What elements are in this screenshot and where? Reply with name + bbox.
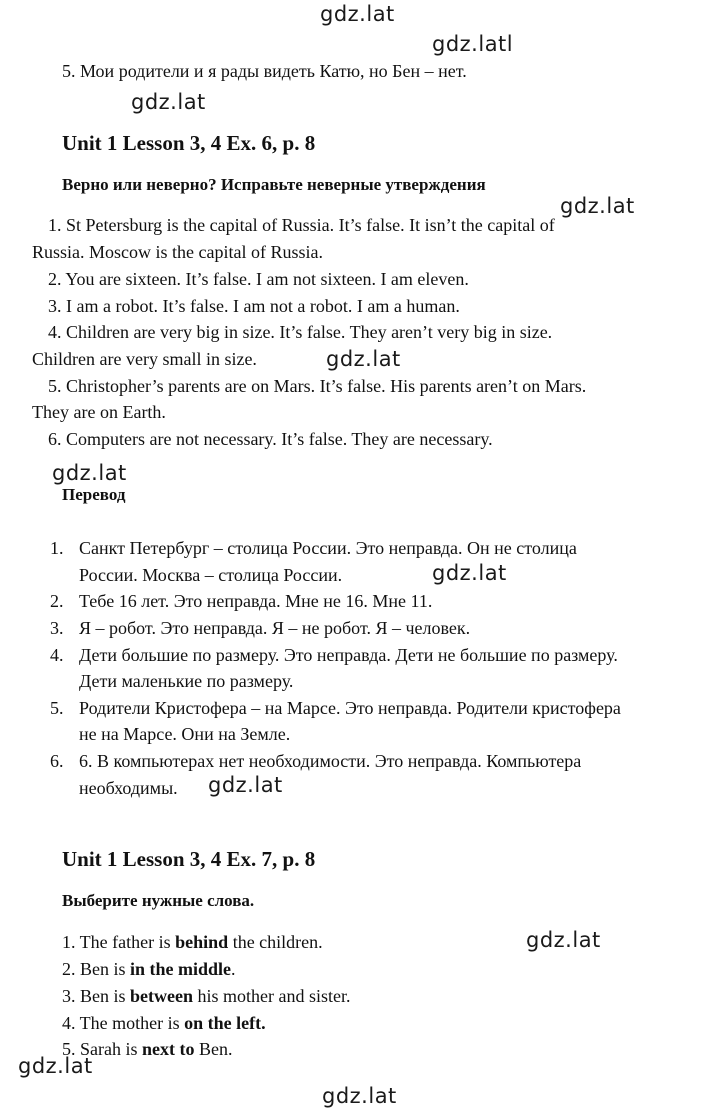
translation-number: 5.: [50, 698, 64, 718]
answer-line: 2. You are sixteen. It’s false. I am not sixteen. I am eleven.: [48, 269, 469, 289]
section-heading: Unit 1 Lesson 3, 4 Ex. 7, p. 8: [62, 847, 316, 871]
translation-line: Я – робот. Это неправда. Я – не робот. Я – человек.: [79, 618, 471, 638]
answer-line: They are on Earth.: [32, 402, 166, 422]
item-text: 2. Ben is: [62, 959, 131, 979]
translation-line: необходимы.: [79, 778, 178, 798]
answer-line: 1. St Petersburg is the capital of Russia. It’s false. It isn’t the capital of: [48, 215, 555, 235]
translation-line: Тебе 16 лет. Это неправда. Мне не 16. Мне 11.: [79, 591, 433, 611]
answer-line: Children are very small in size.: [32, 349, 257, 369]
watermark: gdz.lat: [560, 194, 635, 218]
watermark: gdz.lat: [131, 90, 206, 114]
translation-line: Дети большие по размеру. Это неправда. Дети не большие по размеру.: [79, 645, 618, 665]
list-item: [62, 932, 323, 953]
answer-line: 5. Christopher’s parents are on Mars. It’s false. His parents aren’t on Mars.: [48, 376, 587, 396]
watermark: gdz.lat: [52, 461, 127, 485]
answer-word: on the left.: [184, 1013, 266, 1033]
watermark: gdz.lat: [432, 561, 507, 585]
translation-number: 1.: [50, 538, 64, 558]
translation-number: 4.: [50, 645, 64, 665]
item-text: 1. The father is: [62, 932, 176, 952]
watermark: gdz.lat: [18, 1054, 93, 1078]
section-heading: Unit 1 Lesson 3, 4 Ex. 6, p. 8: [62, 131, 316, 155]
translation-line: России. Москва – столица России.: [79, 565, 343, 585]
list-item: [62, 1013, 266, 1034]
item-text: 4. The mother is: [62, 1013, 185, 1033]
list-item: [62, 1039, 233, 1060]
answer-line: 6. Computers are not necessary. It’s false. They are necessary.: [48, 429, 493, 449]
translation-number: 2.: [50, 591, 64, 611]
translation-line: Дети маленькие по размеру.: [79, 671, 294, 691]
instruction: Верно или неверно? Исправьте неверные утверждения: [62, 175, 486, 194]
watermark: gdz.lat: [320, 2, 395, 26]
list-item: 5. Мои родители и я рады видеть Катю, но Бен – нет.: [62, 61, 467, 81]
watermark: gdz.lat: [326, 347, 401, 371]
answer-line: 3. I am a robot. It’s false. I am not a robot. I am a human.: [48, 296, 460, 316]
translation-heading: Перевод: [62, 485, 126, 504]
translation-number: 6.: [50, 751, 64, 771]
translation-line: 6. В компьютерах нет необходимости. Это неправда. Компьютера: [79, 751, 582, 771]
instruction: Выберите нужные слова.: [62, 891, 255, 910]
watermark: gdz.lat: [526, 928, 601, 952]
watermark: gdz.lat: [322, 1084, 397, 1108]
item-text: .: [231, 959, 236, 979]
item-text: his mother and sister.: [193, 986, 351, 1006]
translation-line: Санкт Петербург – столица России. Это неправда. Он не столица: [79, 538, 577, 558]
answer-word: behind: [175, 932, 229, 952]
answer-word: in the middle: [130, 959, 232, 979]
list-item: [62, 959, 236, 980]
translation-line: не на Марсе. Они на Земле.: [79, 724, 291, 744]
translation-number: 3.: [50, 618, 64, 638]
answer-line: Russia. Moscow is the capital of Russia.: [32, 242, 323, 262]
item-text: 3. Ben is: [62, 986, 131, 1006]
answer-word: next to: [142, 1039, 195, 1059]
list-item: [62, 986, 350, 1007]
item-text: Ben.: [194, 1039, 233, 1059]
watermark: gdz.latl: [432, 32, 514, 56]
watermark: gdz.lat: [208, 773, 283, 797]
answer-word: between: [130, 986, 193, 1006]
item-text: the children.: [228, 932, 323, 952]
item-text: 5. Sarah is: [62, 1039, 142, 1059]
translation-line: Родители Кристофера – на Марсе. Это неправда. Родители кристофера: [79, 698, 621, 718]
answer-line: 4. Children are very big in size. It’s false. They aren’t very big in size.: [48, 322, 553, 342]
